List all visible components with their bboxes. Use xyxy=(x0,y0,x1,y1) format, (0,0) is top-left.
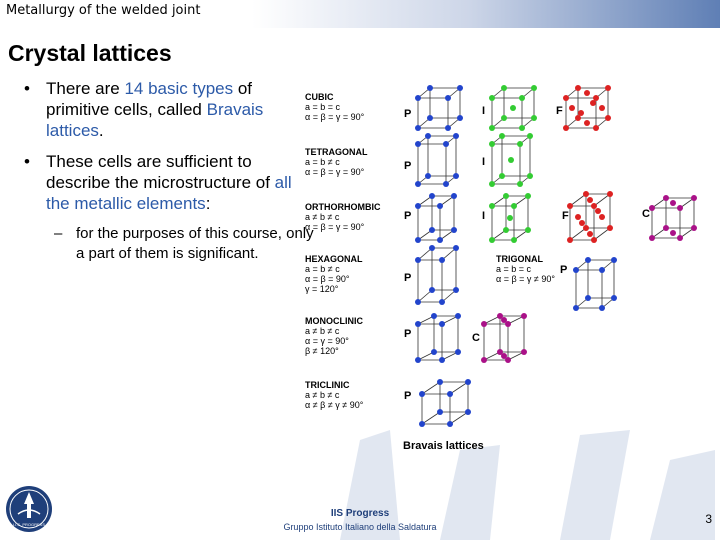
lattice-atom xyxy=(415,141,421,147)
lattice-atom xyxy=(447,421,453,427)
lattice-atom xyxy=(569,105,575,111)
bullet-text: of primitive cells, called xyxy=(46,79,253,119)
lattice-atom xyxy=(431,349,437,355)
cell-label-f: F xyxy=(562,210,569,222)
lattice-atom xyxy=(453,173,459,179)
lattice-atom xyxy=(437,203,443,209)
lattice-atom xyxy=(425,133,431,139)
lattice-atom xyxy=(573,305,579,311)
lattice-group-cubic xyxy=(305,92,364,122)
lattice-atom xyxy=(453,287,459,293)
lattice-edge xyxy=(594,228,610,240)
group-param: α = β = 90° xyxy=(305,274,350,284)
lattice-atom xyxy=(670,200,676,206)
lattice-atom xyxy=(591,237,597,243)
lattice-atom xyxy=(567,237,573,243)
lattice-group-triclinic xyxy=(305,380,363,410)
lattice-atom xyxy=(567,203,573,209)
lattice-atom xyxy=(525,193,531,199)
lattice-atom xyxy=(429,245,435,251)
lattice-atom xyxy=(499,173,505,179)
lattice-atom xyxy=(499,133,505,139)
cell-label-p: P xyxy=(404,272,412,284)
lattice-edge xyxy=(570,228,586,240)
slide-body xyxy=(24,78,314,264)
lattice-atom xyxy=(593,95,599,101)
lattice-atom xyxy=(511,237,517,243)
cell-label-i: I xyxy=(482,105,486,117)
lattice-atom xyxy=(584,120,590,126)
lattice-atom xyxy=(429,227,435,233)
bullet-dot: • xyxy=(24,152,30,171)
lattice-atom xyxy=(607,225,613,231)
group-param: a ≠ b ≠ c xyxy=(305,326,340,336)
cell-label-p: P xyxy=(404,108,412,120)
lattice-atom xyxy=(591,203,597,209)
cell-label-p: P xyxy=(560,264,568,276)
bullet-highlight: Bravais lattices xyxy=(46,100,264,140)
lattice-atom xyxy=(575,85,581,91)
lattice-atom xyxy=(595,208,601,214)
lattice-atom xyxy=(439,257,445,263)
lattice-atom xyxy=(677,205,683,211)
group-name: HEXAGONAL xyxy=(305,254,363,264)
bullet-item xyxy=(24,78,314,141)
lattice-atom xyxy=(575,214,581,220)
lattice-atom xyxy=(503,227,509,233)
sub-bullet-item xyxy=(24,224,314,264)
lattice-group-orthorhombic xyxy=(305,202,381,232)
lattice-atom xyxy=(531,85,537,91)
lattice-atom xyxy=(691,195,697,201)
lattice-atom xyxy=(415,95,421,101)
group-param: α = γ = 90° xyxy=(305,336,349,346)
group-name: TRIGONAL xyxy=(496,254,543,264)
lattice-atom xyxy=(599,305,605,311)
bullet-dot: • xyxy=(24,79,30,98)
lattice-atom xyxy=(593,125,599,131)
bullet-text: These cells are sufficient to describe the microstructure of xyxy=(46,152,275,192)
lattice-atom xyxy=(437,379,443,385)
lattice-atom xyxy=(611,295,617,301)
lattice-atom xyxy=(525,227,531,233)
lattice-atom xyxy=(670,230,676,236)
cell-label-c: C xyxy=(642,208,650,220)
lattice-atom xyxy=(457,85,463,91)
group-param: a = b ≠ c xyxy=(305,264,340,274)
lattice-atom xyxy=(501,85,507,91)
lattice-atom xyxy=(429,287,435,293)
cell-label-i: I xyxy=(482,210,486,222)
lattice-atom xyxy=(425,173,431,179)
lattice-atom xyxy=(649,235,655,241)
lattice-atom xyxy=(507,215,513,221)
group-param: α ≠ β ≠ γ ≠ 90° xyxy=(305,400,364,410)
lattice-atom xyxy=(415,321,421,327)
lattice-atom xyxy=(481,357,487,363)
lattice-atom xyxy=(563,95,569,101)
group-param: a = b ≠ c xyxy=(305,157,340,167)
lattice-atom xyxy=(489,95,495,101)
group-name: TETRAGONAL xyxy=(305,147,368,157)
lattice-atom xyxy=(429,193,435,199)
lattice-atom xyxy=(677,235,683,241)
lattice-atom xyxy=(527,173,533,179)
lattice-atom xyxy=(415,257,421,263)
lattice-atom xyxy=(579,220,585,226)
lattice-atom xyxy=(501,115,507,121)
lattice-group-tetragonal xyxy=(305,147,368,177)
lattice-atom xyxy=(691,225,697,231)
bullet-highlight: 14 basic types xyxy=(124,79,234,98)
lattice-atom xyxy=(521,349,527,355)
lattice-atom xyxy=(455,313,461,319)
lattice-atom xyxy=(611,257,617,263)
lattice-atom xyxy=(599,214,605,220)
lattice-atom xyxy=(585,295,591,301)
lattice-edge xyxy=(422,382,440,394)
lattice-atom xyxy=(415,181,421,187)
lattice-atom xyxy=(510,105,516,111)
slide-title: Crystal lattices xyxy=(8,40,172,66)
lattice-edge xyxy=(570,194,586,206)
lattice-atom xyxy=(587,231,593,237)
lattice-atom xyxy=(465,409,471,415)
lattice-atom xyxy=(599,105,605,111)
lattice-atom xyxy=(583,225,589,231)
lattice-atom xyxy=(531,115,537,121)
group-param: α = β = γ = 90° xyxy=(305,167,365,177)
lattice-atom xyxy=(451,193,457,199)
lattice-atom xyxy=(489,181,495,187)
lattice-atom xyxy=(443,181,449,187)
lattice-atom xyxy=(599,267,605,273)
lattice-atom xyxy=(489,125,495,131)
figure-caption: Bravais lattices xyxy=(403,440,484,452)
lattice-atom xyxy=(663,225,669,231)
bullet-text: . xyxy=(98,121,104,140)
lattice-atom xyxy=(439,321,445,327)
lattice-atom xyxy=(578,110,584,116)
lattice-group-hexagonal xyxy=(305,254,363,294)
lattice-atom xyxy=(453,133,459,139)
lattice-atom xyxy=(607,191,613,197)
bullet-highlight: all the metallic elements xyxy=(46,173,292,213)
lattice-atom xyxy=(590,100,596,106)
lattice-group-trigonal xyxy=(496,254,555,284)
lattice-atom xyxy=(663,195,669,201)
lattice-atom xyxy=(427,85,433,91)
group-param: α = β = γ = 90° xyxy=(305,222,365,232)
lattice-atom xyxy=(573,267,579,273)
lattice-atom xyxy=(517,181,523,187)
lattice-atom xyxy=(481,321,487,327)
lattice-atom xyxy=(501,317,507,323)
lattice-atom xyxy=(519,125,525,131)
group-name: ORTHORHOMBIC xyxy=(305,202,381,212)
lattice-atom xyxy=(508,157,514,163)
sub-bullet-text: for the purposes of this course, only a part of them is significant. xyxy=(76,225,314,262)
bullet-item xyxy=(24,151,314,214)
lattice-atom xyxy=(489,141,495,147)
cell-label-p: P xyxy=(404,390,412,402)
group-param: a = b = c xyxy=(496,264,532,274)
group-name: TRICLINIC xyxy=(305,380,350,390)
lattice-atom xyxy=(584,90,590,96)
cell-label-p: P xyxy=(404,328,412,340)
lattice-atom xyxy=(455,349,461,355)
group-param: α = β = γ ≠ 90° xyxy=(496,274,555,284)
lattice-atom xyxy=(563,125,569,131)
cell-label-f: F xyxy=(556,105,563,117)
lattice-atom xyxy=(605,115,611,121)
lattice-atom xyxy=(465,379,471,385)
lattice-atom xyxy=(447,391,453,397)
lattice-atom xyxy=(443,141,449,147)
lattice-atom xyxy=(521,313,527,319)
group-param: a ≠ b ≠ c xyxy=(305,390,340,400)
footer-org: IIS Progress xyxy=(330,508,390,519)
lattice-edge xyxy=(450,412,468,424)
bullet-text: There are xyxy=(46,79,125,98)
lattice-atom xyxy=(605,85,611,91)
group-param: γ = 120° xyxy=(305,284,339,294)
lattice-atom xyxy=(517,141,523,147)
lattice-atom xyxy=(451,227,457,233)
group-param: β ≠ 120° xyxy=(305,346,339,356)
lattice-atom xyxy=(501,353,507,359)
lattice-atom xyxy=(431,313,437,319)
logo-text: I.I.S. PROGRESS xyxy=(12,522,46,527)
lattice-atom xyxy=(489,203,495,209)
cell-label-i: I xyxy=(482,156,486,168)
cell-label-p: P xyxy=(404,160,412,172)
group-param: a ≠ b ≠ c xyxy=(305,212,340,222)
lattice-atom xyxy=(439,357,445,363)
lattice-atom xyxy=(427,115,433,121)
footer-org-full: Gruppo Istituto Italiano della Saldatura xyxy=(283,522,437,532)
lattice-atom xyxy=(585,257,591,263)
lattice-atom xyxy=(415,125,421,131)
lattice-edge xyxy=(422,412,440,424)
lattice-atom xyxy=(415,237,421,243)
page-number: 3 xyxy=(705,512,712,526)
header-title: Metallurgy of the welded joint xyxy=(6,3,201,18)
bullet-text: : xyxy=(205,194,211,213)
lattice-atom xyxy=(457,115,463,121)
lattice-atom xyxy=(415,203,421,209)
cell-label-p: P xyxy=(404,210,412,222)
lattice-atom xyxy=(489,237,495,243)
lattice-atom xyxy=(527,133,533,139)
lattice-atom xyxy=(419,391,425,397)
lattice-atom xyxy=(575,115,581,121)
lattice-atom xyxy=(437,409,443,415)
lattice-atom xyxy=(583,191,589,197)
lattice-edge xyxy=(594,194,610,206)
lattice-atom xyxy=(503,193,509,199)
lattice-atom xyxy=(587,197,593,203)
lattice-edge xyxy=(450,382,468,394)
lattice-atom xyxy=(445,125,451,131)
lattice-atom xyxy=(445,95,451,101)
lattice-atom xyxy=(511,203,517,209)
lattice-atom xyxy=(437,237,443,243)
lattice-atom xyxy=(415,299,421,305)
lattice-atom xyxy=(439,299,445,305)
lattice-atom xyxy=(415,357,421,363)
cell-label-c: C xyxy=(472,332,480,344)
lattice-atom xyxy=(519,95,525,101)
lattice-atom xyxy=(419,421,425,427)
group-name: CUBIC xyxy=(305,92,334,102)
group-param: a = b = c xyxy=(305,102,341,112)
group-name: MONOCLINIC xyxy=(305,316,363,326)
sub-bullet-dash: – xyxy=(54,225,63,242)
lattice-group-monoclinic xyxy=(305,316,363,356)
lattice-atom xyxy=(453,245,459,251)
group-param: α = β = γ = 90° xyxy=(305,112,365,122)
